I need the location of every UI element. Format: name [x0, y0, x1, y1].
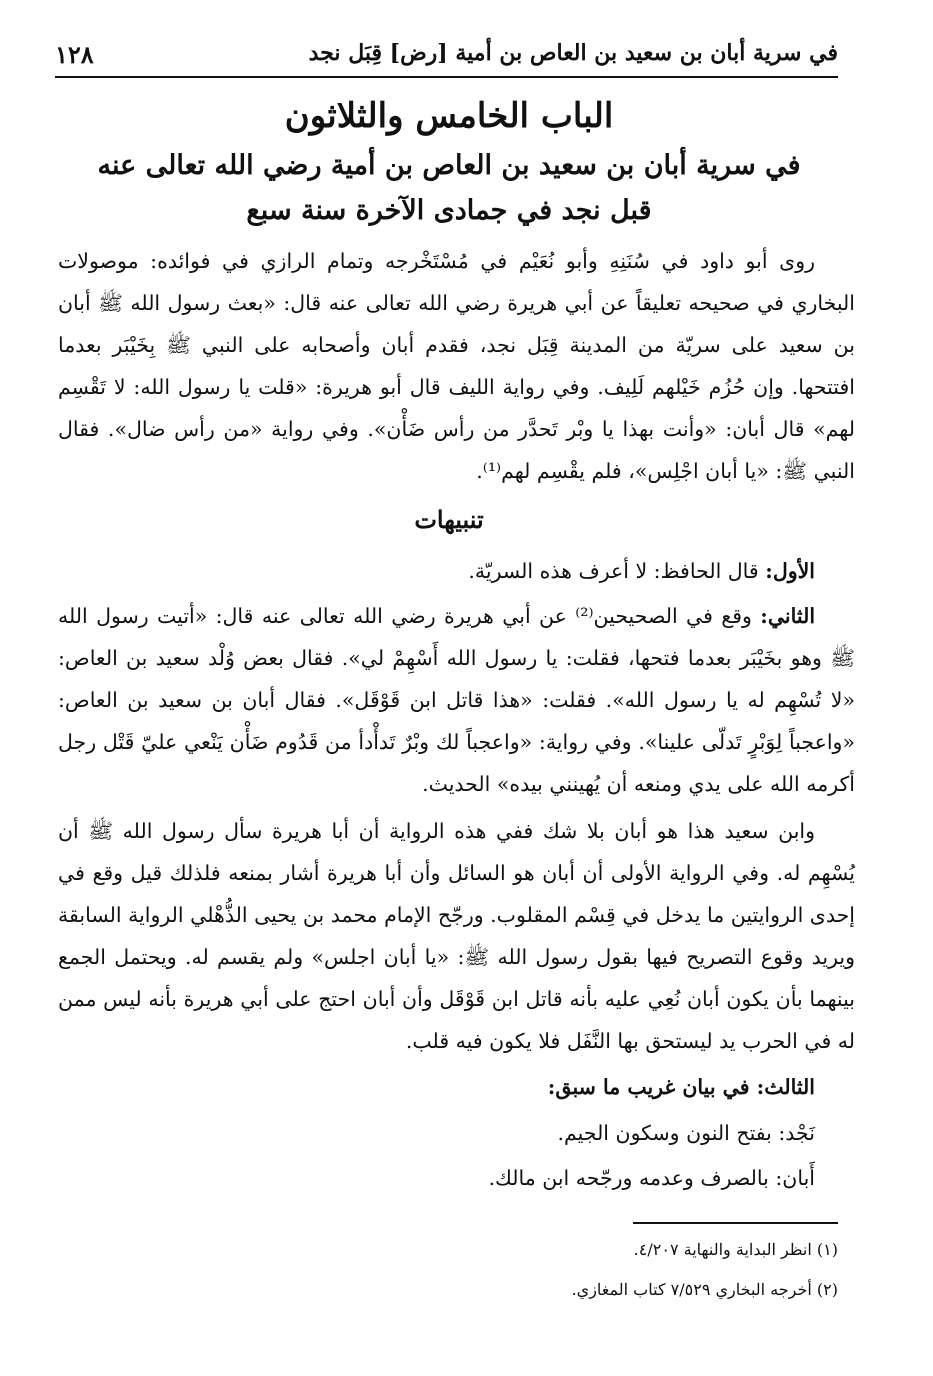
note-first-lead: الأول:: [765, 559, 815, 583]
footnote-1: (١) انظر البداية والنهاية ٤/٢٠٧.: [633, 1240, 838, 1259]
footnote-2: (٢) أخرجه البخاري ٧/٥٢٩ كتاب المغازي.: [571, 1280, 838, 1299]
chapter-title: الباب الخامس والثلاثون: [284, 96, 614, 136]
note-second-text: وقع في الصحيحين⁽²⁾ عن أبي هريرة رضي الله تعالى عنه قال: «أتيت رسول الله ﷺ وهو بخَيْبَر بعدما فتحها، فقلت: يا رسول الله أَسْهِمْ لي». فقال بعض وُلْد سعيد بن العاص: «لا تُسْهِم له يا رسول الله». فقلت: «هذا قاتل ابن قَوْقَل». فقال أبان بن سعيد بن العاص: «واعجباً لِوَبْرٍ تَدلّى علينا». وفي رواية: «واعجباً لك وبْرٌ تَدأْدأ من قَدُوم ضَأْن يَنْعي عليّ قَتْل رجل أكرمه الله على يدي ومنعه أن يُهينني بيده» الحديث.: [58, 604, 855, 796]
chapter-subtitle-line2: قبل نجد في جمادى الآخرة سنة سبع: [246, 195, 652, 226]
note-second-lead: الثاني:: [760, 604, 816, 628]
note-third: [58, 1066, 855, 1108]
running-title: في سرية أبان بن سعيد بن العاص بن أمية [رض] قِبَل نجد: [308, 40, 838, 66]
gloss-aban: أَبان: بالصرف وعدمه ورجّحه ابن مالك.: [488, 1166, 815, 1190]
gloss-najd: نَجْد: بفتح النون وسكون الجيم.: [557, 1121, 815, 1145]
page-number: ١٢٨: [55, 40, 94, 69]
intro-paragraph: روى أبو داود في سُنَنِهِ وأبو نُعَيْم في مُسْتَخْرجه وتمام الرازي في فوائده: موصولات البخاري في صحيحه تعليقاً عن أبي هريرة رضي الله تعالى عنه قال: «بعث رسول الله ﷺ أبان بن سعيد على سريّة من المدينة قِبَل نجد، فقدم أبان وأصحابه على النبي ﷺ بِخَيْبَر بعدما افتتحها. وإن حُزُم خَيْلهم لَلِيف. وفي رواية الليف قال أبو هريرة: «قلت يا رسول الله: لا تَقْسِم لهم» قال أبان: «وأنت بهذا يا وبْر تَحدَّر من رأس ضَأْن». وفي رواية «من رأس ضال». فقال النبي ﷺ: «يا أبان اجْلِس»، فلم يقْسِم لهم⁽¹⁾.: [58, 249, 855, 483]
note-first-text: قال الحافظ: لا أعرف هذه السريّة.: [468, 559, 766, 583]
footnote-divider: [633, 1222, 838, 1224]
note-first: [58, 550, 855, 592]
note-third-lead: الثالث: في بيان غريب ما سبق:: [547, 1075, 815, 1099]
note-second-continuation: وابن سعيد هذا هو أبان بلا شك ففي هذه الرواية أن أبا هريرة سأل رسول الله ﷺ أن يُسْهِم له. وفي الرواية الأولى أن أبان هو السائل وأن أبا هريرة أشار بمنعه فلذلك قيل وقع في إحدى الروايتين ما يدخل في قِسْم المقلوب. ورجّح الإمام محمد بن يحيى الذُّهْلي الرواية السابقة ويريد وقوع التصريح فيها بقول رسول الله ﷺ: «يا أبان اجلس» ولم يقسم له. ويحتمل الجمع بينهما بأن يكون أبان نُعِي عليه بأنه قاتل ابن قَوْقَل وأن أبان احتج على أبي هريرة بأنه ليس ممن له في الحرب يد ليستحق بها النَّفَل فلا يكون فيه قلب.: [58, 819, 855, 1053]
notes-heading: تنبيهات: [414, 505, 484, 534]
chapter-subtitle-line1: في سرية أبان بن سعيد بن العاص بن أمية رضي الله تعالى عنه: [97, 150, 801, 181]
note-second: [58, 595, 855, 805]
running-header: [55, 36, 838, 78]
